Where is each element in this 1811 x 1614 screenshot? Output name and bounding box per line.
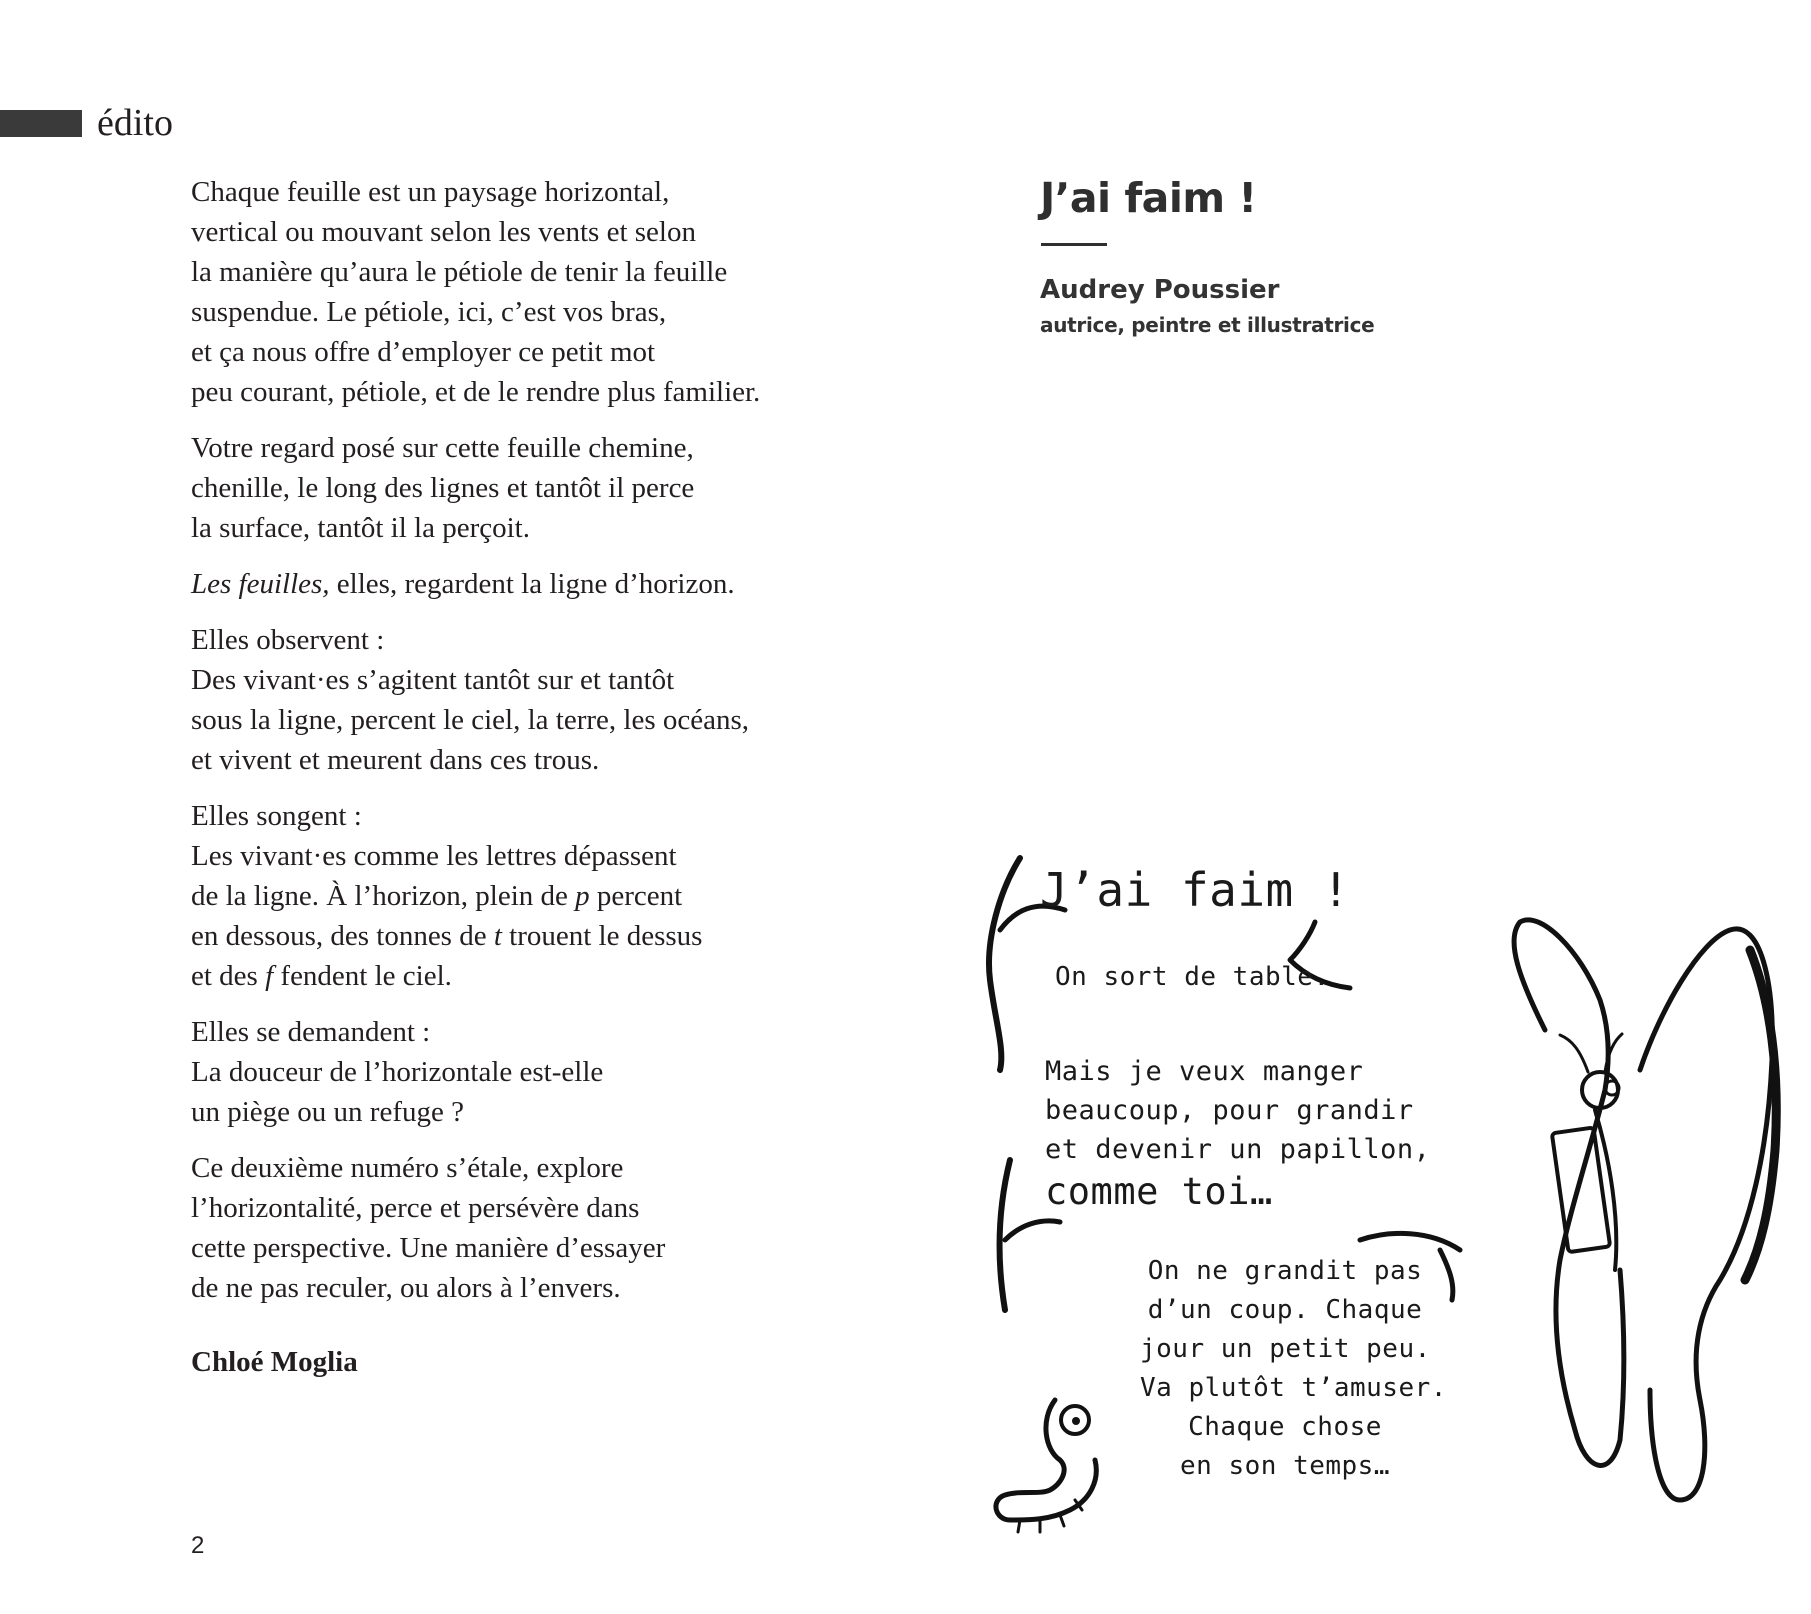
italic-letter: f (265, 960, 274, 992)
text-line (191, 876, 831, 916)
caterpillar-pupil (1072, 1417, 1080, 1425)
text-line: Les vivant·es comme les lettres dépassent (191, 840, 677, 872)
butterfly-right-wing (1640, 929, 1772, 1500)
comic-line-emphasis: comme toi… (1045, 1170, 1273, 1213)
italic-letter: p (575, 880, 590, 912)
text-fragment: et des (191, 960, 266, 992)
comic-title: J’ai faim ! (1040, 863, 1351, 917)
edito-paragraph-4 (191, 620, 831, 780)
text-fragment: fendent le ciel. (273, 960, 452, 992)
caterpillar-body (996, 1400, 1096, 1520)
text-line: suspendue. Le pétiole, ici, c’est vos bras, (191, 296, 667, 328)
text-line: l’horizontalité, perce et persévère dans (191, 1192, 640, 1224)
text-line: chenille, le long des lignes et tantôt il perce (191, 472, 695, 504)
signature: Chloé Moglia (191, 1346, 358, 1378)
text-line: La douceur de l’horizontale est-elle (191, 1056, 604, 1088)
text-fragment: de la ligne. À l’horizon, plein de (191, 880, 576, 912)
text-line: la manière qu’aura le pétiole de tenir la feuille (191, 256, 728, 288)
text-line: et ça nous offre d’employer ce petit mot (191, 336, 656, 368)
title-divider (1041, 243, 1107, 246)
text-line: de ne pas reculer, ou alors à l’envers. (191, 1272, 621, 1304)
speech-stroke-left-bottom-tail (1005, 1221, 1060, 1240)
text-line: un piège ou un refuge ? (191, 1096, 464, 1128)
text-line: la surface, tantôt il la perçoit. (191, 512, 530, 544)
edito-paragraph-7 (191, 1148, 831, 1308)
edito-paragraph-6 (191, 1012, 831, 1132)
section-label: édito (97, 102, 173, 144)
text-line: cette perspective. Une manière d’essayer (191, 1232, 666, 1264)
text-line: sous la ligne, percent le ciel, la terre, les océans, (191, 704, 750, 736)
author-role: autrice, peintre et illustratrice (1040, 313, 1375, 337)
text-fragment: trouent le dessus (501, 920, 703, 952)
text-line: Elles observent : (191, 624, 385, 656)
article-title: J’ai faim ! (1040, 174, 1257, 222)
text-line (191, 564, 831, 604)
butterfly-antenna (1560, 1034, 1622, 1072)
butterfly-left-wing (1514, 920, 1624, 1466)
text-line: Chaque feuille est un paysage horizontal, (191, 176, 670, 208)
comic-bubble-3 (1140, 1252, 1447, 1486)
text-line: Des vivant·es s’agitent tantôt sur et tantôt (191, 664, 675, 696)
comic-line: Va plutôt t’amuser. (1140, 1373, 1447, 1403)
text-line: Elles songent : (191, 800, 362, 832)
author-name: Audrey Poussier (1040, 275, 1280, 305)
edito-paragraph-5 (191, 796, 831, 996)
text-line: et vivent et meurent dans ces trous. (191, 744, 600, 776)
text-fragment: percent (589, 880, 683, 912)
comic-line: d’un coup. Chaque (1147, 1295, 1423, 1325)
text-line: Elles se demandent : (191, 1016, 431, 1048)
edito-text (191, 172, 831, 1398)
speech-stroke-left-top (989, 858, 1020, 1070)
edito-paragraph-2 (191, 428, 831, 548)
comic-bubble-2 (1045, 1052, 1430, 1215)
text-line: Votre regard posé sur cette feuille chemine, (191, 432, 694, 464)
italic-title: Les feuilles, (191, 568, 330, 600)
text-line: Ce deuxième numéro s’étale, explore (191, 1152, 624, 1184)
edito-paragraph-3 (191, 564, 831, 604)
text-fragment: elles, regardent la ligne d’horizon. (329, 568, 735, 600)
italic-letter: t (493, 920, 502, 952)
text-line: peu courant, pétiole, et de le rendre plus familier. (191, 376, 761, 408)
comic-line: jour un petit peu. (1140, 1334, 1431, 1364)
comic-line: en son temps… (1180, 1451, 1390, 1481)
comic-line: et devenir un papillon, (1045, 1134, 1431, 1165)
text-line: vertical ou mouvant selon les vents et selon (191, 216, 696, 248)
butterfly-book (1552, 1128, 1610, 1253)
text-line (191, 956, 831, 996)
section-marker-bar (0, 110, 82, 137)
text-fragment: en dessous, des tonnes de (191, 920, 494, 952)
comic-bubble-1: On sort de table. (1055, 962, 1330, 992)
comic-illustration (960, 830, 1790, 1550)
comic-line: Mais je veux manger (1045, 1056, 1364, 1087)
comic-line: beaucoup, pour grandir (1045, 1095, 1414, 1126)
text-line (191, 916, 831, 956)
comic-line: Chaque chose (1188, 1412, 1382, 1442)
page-number: 2 (191, 1532, 205, 1559)
edito-paragraph-1 (191, 172, 831, 412)
comic-line: On ne grandit pas (1147, 1256, 1423, 1286)
